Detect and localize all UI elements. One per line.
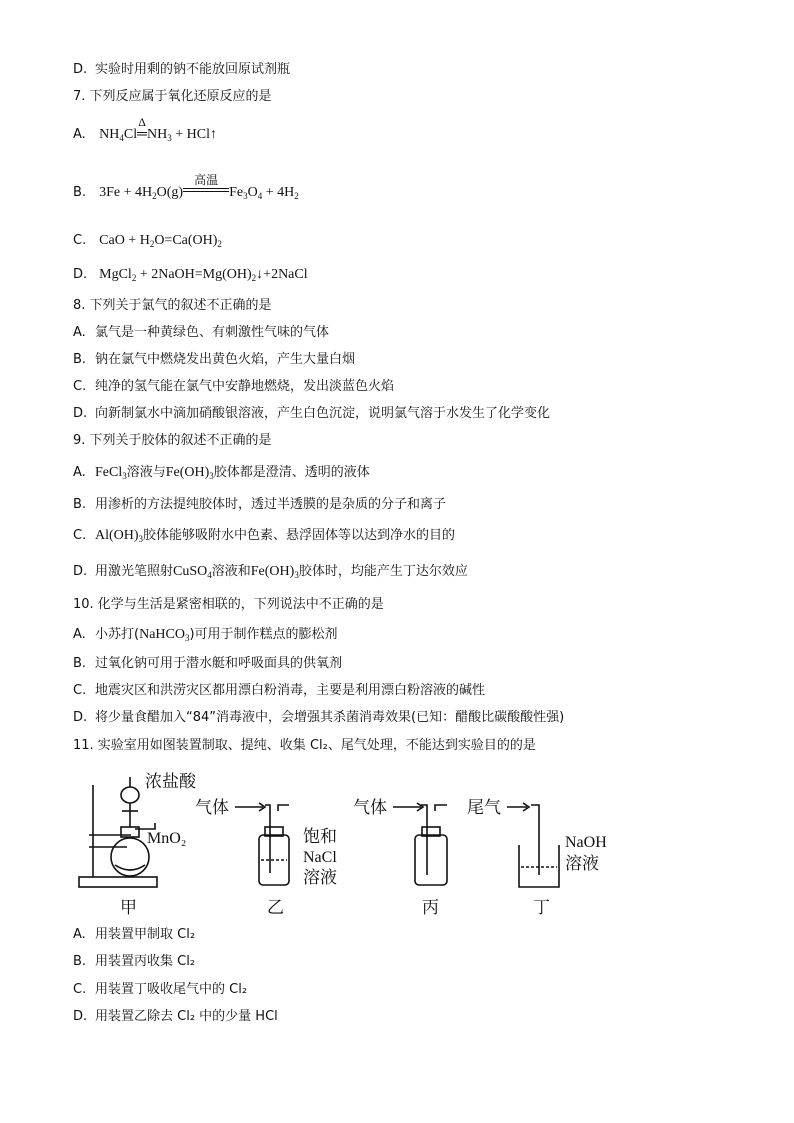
q9-option-a: A. FeCl$_3$溶液与$Fe(OH)_3$胶体都是澄清、透明的液体 [73,465,370,481]
label-naoh: NaOH [565,834,607,851]
label-solution-2: 溶液 [565,854,599,874]
q7-option-c: C. CaO + $H_2O=Ca(OH)_2$ [73,233,222,249]
apparatus-ding [507,803,559,887]
label-gas-1: 气体 [195,798,229,818]
q10-option-a: A. 小苏打(NaHCO$_3$)可用于制作糕点的膨松剂 [73,627,338,643]
q7-stem: 7. 下列反应属于氧化还原反应的是 [73,89,272,104]
q9-stem: 9. 下列关于胶体的叙述不正确的是 [73,433,272,448]
label-saturated: 饱和 [303,827,337,847]
q8-option-b: B. 钠在氯气中燃烧发出黄色火焰，产生大量白烟 [73,352,356,367]
q8-option-a: A. 氯气是一种黄绿色、有刺激性气味的气体 [73,325,330,340]
label-ding: 丁 [533,898,550,918]
q9-option-b: B. 用渗析的方法提纯胶体时，透过半透膜的是杂质的分子和离子 [73,497,447,512]
q11-stem: 11. 实验室用如图装置制取、提纯、收集 Cl₂、尾气处理，不能达到实验目的的是 [73,738,536,753]
equation: CaO + $H_2O=Ca(OH)_2$ [99,233,222,249]
q11-option-b: B. 用装置丙收集 Cl₂ [73,954,196,969]
q8-option-d: D. 向新制氯水中滴加硝酸银溶液，产生白色沉淀，说明氯气溶于水发生了化学变化 [73,406,551,421]
q7-option-d: D. MgCl$_2$ + $2NaOH=Mg(OH)_2↓+2NaCl$ [73,267,308,283]
q8-stem: 8. 下列关于氯气的叙述不正确的是 [73,298,272,313]
label-mno2: MnO₂ [147,830,187,847]
label-jia: 甲 [120,898,137,918]
equation: $3Fe + 4H_2O(g)$ 高温 $Fe_3O_4 + 4H_2$ [99,173,299,201]
q7-option-b: B. $3Fe + 4H_2O(g)$ 高温 $Fe_3O_4 + 4H_2$ [73,173,299,201]
equation: MgCl$_2$ + $2NaOH=Mg(OH)_2↓+2NaCl$ [99,267,308,283]
label-solution-1: 溶液 [303,868,337,888]
q11-option-d: D. 用装置乙除去 Cl₂ 中的少量 HCl [73,1009,278,1024]
q9-option-d: D. 用激光笔照射CuSO$_4$溶液和$Fe(OH)_3$胶体时，均能产生丁达尔效应 [73,564,468,580]
q10-option-b: B. 过氧化钠可用于潜水艇和呼吸面具的供氧剂 [73,656,343,671]
q10-stem: 10. 化学与生活是紧密相联的，下列说法中不正确的是 [73,597,384,612]
q8-option-c: C. 纯净的氢气能在氯气中安静地燃烧，发出淡蓝色火焰 [73,379,395,394]
label-yi: 乙 [267,898,284,918]
apparatus-yi [235,803,289,885]
apparatus-bing [393,803,447,885]
q7-option-a: A. $NH_4Cl$ Δ $═NH_3$ + HCl↑ [73,115,217,143]
apparatus-figure [75,765,635,920]
label-gas-2: 气体 [353,798,387,818]
label-bing: 丙 [422,898,439,918]
equation: $NH_4Cl$ Δ $═NH_3$ + HCl↑ [99,115,217,143]
label-tail-gas: 尾气 [467,798,501,818]
q6-option-d: D. 实验时用剩的钠不能放回原试剂瓶 [73,62,291,77]
q10-option-c: C. 地震灾区和洪涝灾区都用漂白粉消毒，主要是利用漂白粉溶液的碱性 [73,683,486,698]
label-acid: 浓盐酸 [145,772,196,792]
apparatus-jia [79,777,157,887]
q9-option-c: C. $Al(OH)_3$胶体能够吸附水中色素、悬浮固体等以达到净水的目的 [73,528,456,544]
q10-option-d: D. 将少量食醋加入“84”消毒液中，会增强其杀菌消毒效果(已知：醋酸比碳酸酸性强) [73,710,565,725]
label-nacl: NaCl [303,849,337,866]
q11-option-c: C. 用装置丁吸收尾气中的 Cl₂ [73,982,248,997]
q11-option-a: A. 用装置甲制取 Cl₂ [73,927,196,942]
